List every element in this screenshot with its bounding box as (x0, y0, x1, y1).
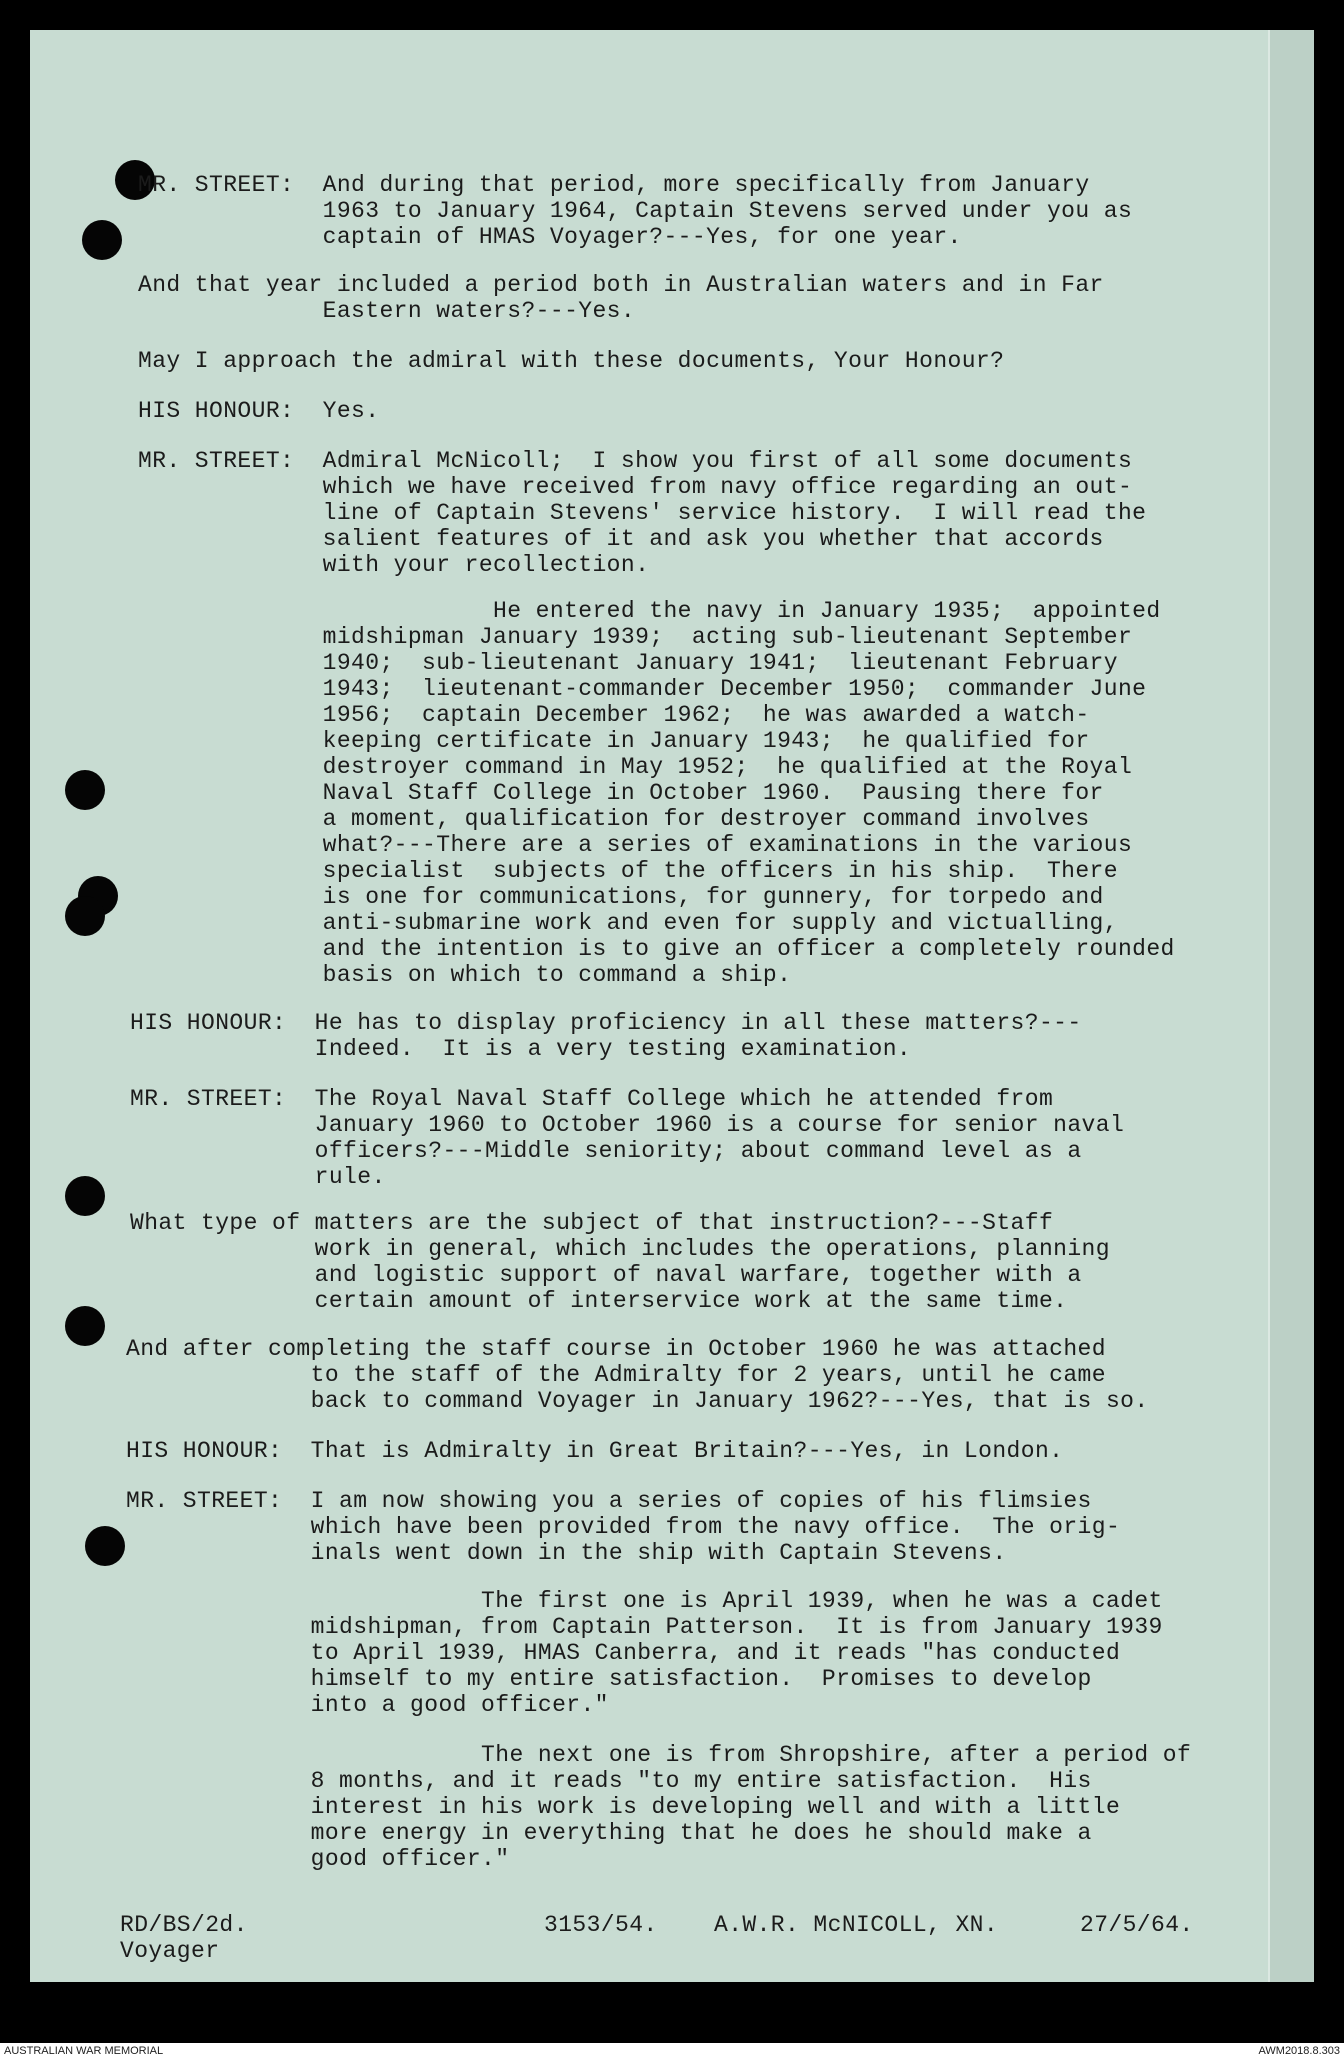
footer-ref: RD/BS/2d. (120, 1912, 248, 1938)
document-page (30, 30, 1314, 1982)
text-line: May I approach the admiral with these documents, Your Honour? (138, 348, 1005, 374)
text-line: What type of matters are the subject of that instruction?---Staff (130, 1210, 1054, 1236)
text-line: what?---There are a series of examinations in the various (138, 832, 1133, 858)
punch-hole (82, 220, 122, 260)
footer-date: 27/5/64. (1080, 1912, 1194, 1938)
text-line: work in general, which includes the operations, planning (130, 1236, 1110, 1262)
text-line: is one for communications, for gunnery, for torpedo and (138, 884, 1104, 910)
text-line: officers?---Middle seniority; about command level as a (130, 1138, 1082, 1164)
archive-bar (0, 2043, 1344, 2061)
text-line: He entered the navy in January 1935; appointed (138, 598, 1161, 624)
text-line: rule. (130, 1164, 386, 1190)
text-line: back to command Voyager in January 1962?---Yes, that is so. (126, 1388, 1149, 1414)
text-line: Indeed. It is a very testing examination. (130, 1036, 912, 1062)
text-line: HIS HONOUR: That is Admiralty in Great Britain?---Yes, in London. (126, 1438, 1064, 1464)
archive-name: AUSTRALIAN WAR MEMORIAL (4, 2045, 164, 2057)
text-line: which have been provided from the navy office. The orig- (126, 1514, 1121, 1540)
text-line: anti-submarine work and even for supply and victualling, (138, 910, 1118, 936)
text-line: MR. STREET: I am now showing you a series of copies of his flimsies (126, 1488, 1092, 1514)
text-line: inals went down in the ship with Captain Stevens. (126, 1540, 1007, 1566)
text-line: certain amount of interservice work at the same time. (130, 1288, 1068, 1314)
punch-hole (65, 896, 105, 936)
text-line: line of Captain Stevens' service history. I will read the (138, 500, 1147, 526)
text-line: The first one is April 1939, when he was a cadet (126, 1588, 1163, 1614)
text-line: MR. STREET: And during that period, more specifically from January (138, 172, 1090, 198)
text-line: into a good officer." (126, 1692, 609, 1718)
text-line: midshipman January 1939; acting sub-lieutenant September (138, 624, 1133, 650)
text-line: salient features of it and ask you whether that accords (138, 526, 1104, 552)
footer-number: 3153/54. (544, 1912, 658, 1938)
archive-id: AWM2018.8.303 (1258, 2045, 1340, 2057)
text-line: Naval Staff College in October 1960. Pausing there for (138, 780, 1104, 806)
text-line: MR. STREET: The Royal Naval Staff College which he attended from (130, 1086, 1054, 1112)
footer-subject: Voyager (120, 1938, 220, 1964)
text-line: to April 1939, HMAS Canberra, and it reads "has conducted (126, 1640, 1121, 1666)
text-line: captain of HMAS Voyager?---Yes, for one year. (138, 224, 962, 250)
text-line: The next one is from Shropshire, after a period of (126, 1742, 1192, 1768)
punch-hole (65, 770, 105, 810)
text-line: 8 months, and it reads "to my entire satisfaction. His (126, 1768, 1092, 1794)
text-line: January 1960 to October 1960 is a course for senior naval (130, 1112, 1125, 1138)
text-line: basis on which to command a ship. (138, 962, 792, 988)
text-line: midshipman, from Captain Patterson. It is from January 1939 (126, 1614, 1163, 1640)
text-line: a moment, qualification for destroyer command involves (138, 806, 1090, 832)
punch-hole (65, 1176, 105, 1216)
text-line: with your recollection. (138, 552, 650, 578)
text-line: 1956; captain December 1962; he was awarded a watch- (138, 702, 1090, 728)
text-line: 1943; lieutenant-commander December 1950; commander June (138, 676, 1147, 702)
text-line: to the staff of the Admiralty for 2 years, until he came (126, 1362, 1106, 1388)
text-line: more energy in everything that he does he should make a (126, 1820, 1092, 1846)
footer-witness: A.W.R. McNICOLL, XN. (714, 1912, 999, 1938)
text-line: MR. STREET: Admiral McNicoll; I show you first of all some documents (138, 448, 1133, 474)
punch-hole (85, 1526, 125, 1566)
page-edge-strip (1268, 30, 1314, 1982)
text-line: and logistic support of naval warfare, together with a (130, 1262, 1082, 1288)
text-line: And after completing the staff course in October 1960 he was attached (126, 1336, 1106, 1362)
text-line: specialist subjects of the officers in his ship. There (138, 858, 1118, 884)
text-line: And that year included a period both in Australian waters and in Far (138, 272, 1104, 298)
text-line: Eastern waters?---Yes. (138, 298, 636, 324)
punch-hole (65, 1306, 105, 1346)
text-line: interest in his work is developing well and with a little (126, 1794, 1121, 1820)
text-line: good officer." (126, 1846, 510, 1872)
text-line: and the intention is to give an officer a completely rounded (138, 936, 1175, 962)
text-line: HIS HONOUR: He has to display proficiency in all these matters?--- (130, 1010, 1082, 1036)
text-line: which we have received from navy office regarding an out- (138, 474, 1133, 500)
text-line: destroyer command in May 1952; he qualified at the Royal (138, 754, 1133, 780)
text-line: 1963 to January 1964, Captain Stevens served under you as (138, 198, 1133, 224)
text-line: keeping certificate in January 1943; he qualified for (138, 728, 1090, 754)
text-line: HIS HONOUR: Yes. (138, 398, 380, 424)
text-line: 1940; sub-lieutenant January 1941; lieutenant February (138, 650, 1118, 676)
text-line: himself to my entire satisfaction. Promises to develop (126, 1666, 1092, 1692)
